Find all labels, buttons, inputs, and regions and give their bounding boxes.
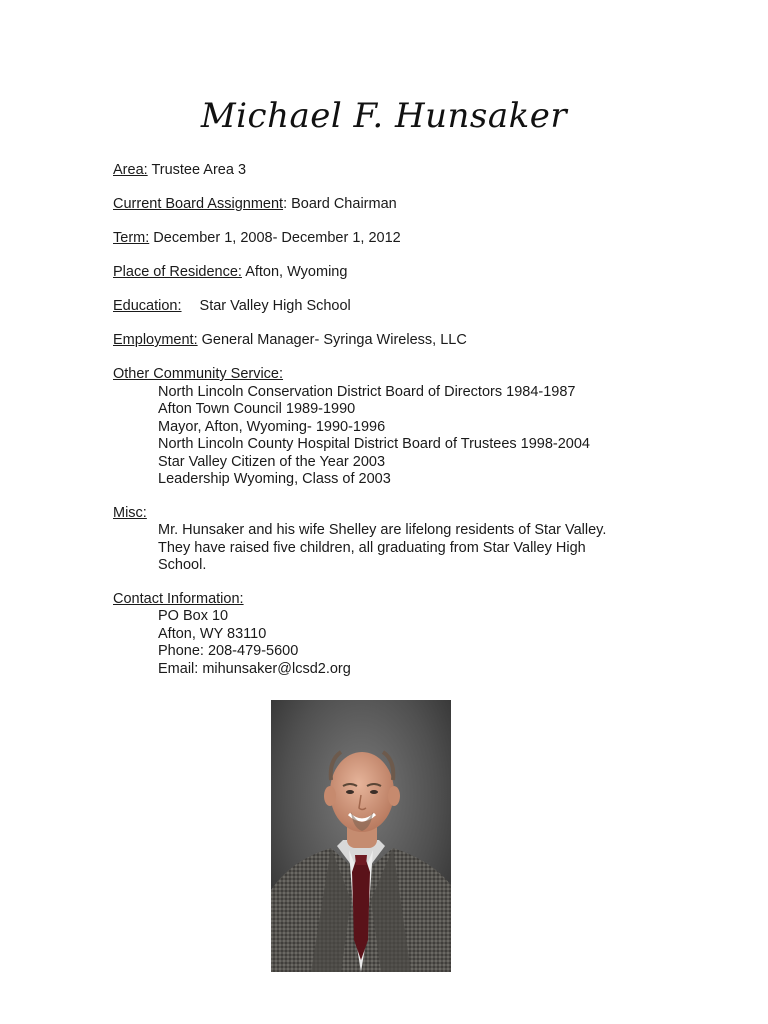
term-label: Term: [113,230,150,246]
board-label: Current Board Assignment [113,196,284,212]
page-title: Michael F. Hunsaker [200,96,568,136]
misc-line: They have raised five children, all graduating from Star Valley High [158,539,586,556]
list-item: Leadership Wyoming, Class of 2003 [158,471,391,487]
education-label: Education: [113,298,182,314]
board-field [113,196,673,214]
contact-section [113,591,673,679]
board-value: : Board Chairman [283,196,397,212]
contact-email: Email: mihunsaker@lcsd2.org [158,660,351,677]
term-value: December 1, 2008- December 1, 2012 [149,230,401,246]
misc-line: School. [158,557,207,573]
list-item: North Lincoln Conservation District Board of Directors 1984-1987 [158,383,576,400]
community-label: Other Community Service: [113,366,284,382]
list-item: North Lincoln County Hospital District Board of Trustees 1998-2004 [158,436,590,452]
misc-section [113,505,673,575]
employment-value: General Manager- Syringa Wireless, LLC [197,332,467,348]
community-section [113,366,673,489]
portrait-photo [271,700,451,972]
education-value: Star Valley High School [199,298,351,314]
term-field [113,230,673,248]
area-field [113,162,673,180]
list-item: Afton Town Council 1989-1990 [158,401,356,417]
list-item: Mayor, Afton, Wyoming- 1990-1996 [158,418,386,435]
area-value: Trustee Area 3 [147,162,247,178]
employment-label: Employment: [113,332,198,348]
employment-field [113,332,673,350]
contact-phone: Phone: 208-479-5600 [158,643,299,659]
contact-city: Afton, WY 83110 [158,625,267,642]
contact-label: Contact Information: [113,590,244,607]
area-label: Area: [113,162,148,178]
residence-field [113,264,673,282]
list-item: Star Valley Citizen of the Year 2003 [158,453,386,470]
residence-value: Afton, Wyoming [241,264,348,280]
contact-address: PO Box 10 [158,608,229,624]
residence-label: Place of Residence: [113,264,242,280]
education-field [113,298,673,316]
misc-line: Mr. Hunsaker and his wife Shelley are lifelong residents of Star Valley. [158,522,607,538]
misc-label: Misc: [113,504,147,521]
profile-body [113,162,673,694]
